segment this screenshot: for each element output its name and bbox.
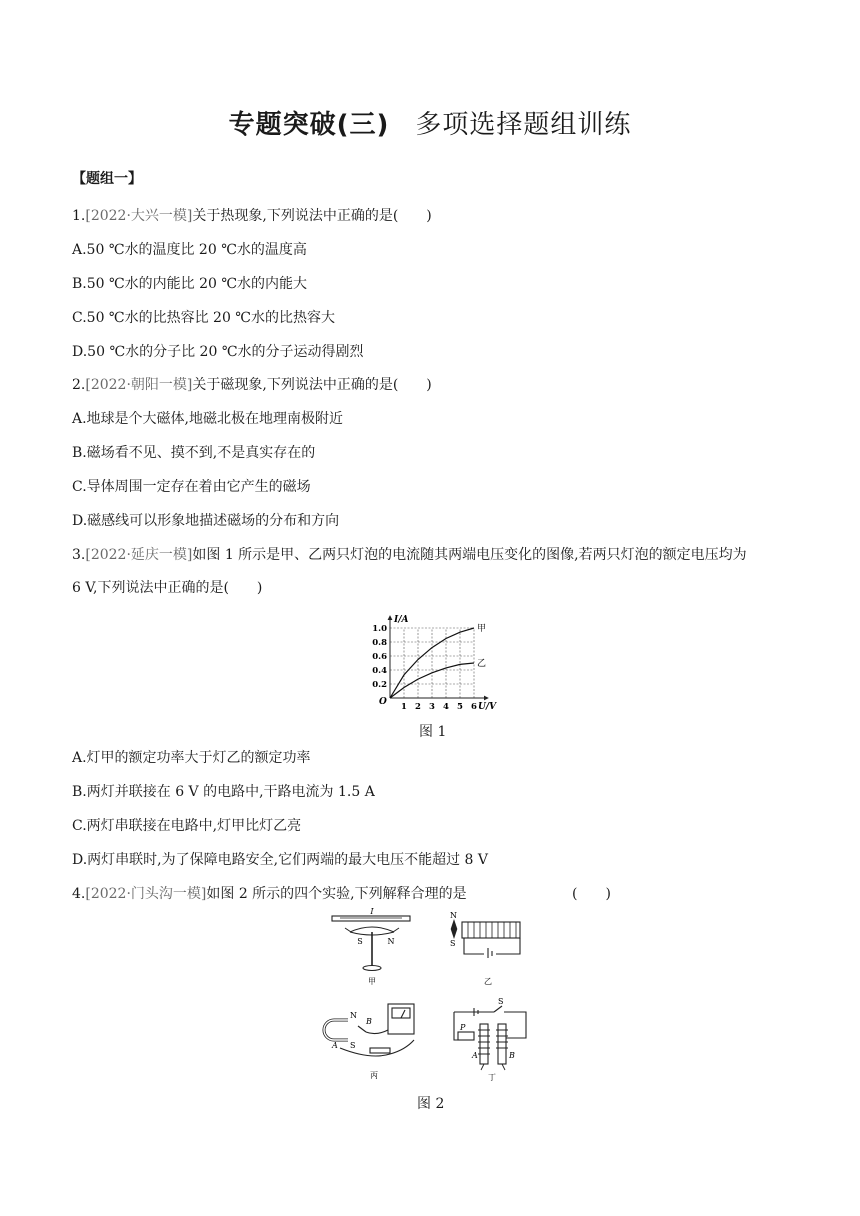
panel-bing-n: N: [350, 1011, 357, 1020]
title-sub: 多项选择题组训练: [415, 110, 632, 140]
x-tick-label-0: 1: [401, 702, 407, 712]
panel-bing-s: S: [350, 1041, 356, 1050]
series-label-1: 乙: [477, 659, 487, 669]
panel-jia-current: I: [370, 908, 374, 916]
q3-option-b: B.两灯并联接在 6 V 的电路中,干路电流为 1.5 A: [72, 784, 375, 800]
q3-option-c: C.两灯串联接在电路中,灯甲比灯乙亮: [72, 818, 302, 834]
q4-stem-text: 如图 2 所示的四个实验,下列解释合理的是: [206, 886, 467, 902]
panel-ding: [454, 1006, 526, 1070]
x-tick-label-5: 6: [471, 702, 477, 712]
chart-grid: [390, 628, 474, 698]
panel-jia-label: 甲: [368, 977, 376, 986]
figure-1-chart: [360, 608, 500, 716]
q4-number: 4.: [72, 886, 86, 902]
panel-jia-s: S: [357, 937, 363, 946]
q3-stem-text: 如图 1 所示是甲、乙两只灯泡的电流随其两端电压变化的图像,若两只灯泡的额定电压均为: [192, 547, 747, 563]
panel-ding-b: B: [509, 1051, 515, 1060]
q2-stem-text: 关于磁现象,下列说法中正确的是( ): [192, 377, 432, 393]
panel-yi-s: S: [450, 939, 456, 948]
panel-jia-n: N: [387, 937, 395, 946]
group-heading: 【题组一】: [72, 171, 142, 187]
q2-option-d: D.磁感线可以形象地描述磁场的分布和方向: [72, 513, 340, 529]
panel-bing-a: A: [332, 1041, 338, 1050]
figure-2-diagram: [320, 908, 540, 1088]
q4-stem: [72, 884, 467, 904]
x-tick-label-3: 4: [443, 702, 449, 712]
q1-option-a: A.50 ℃水的温度比 20 ℃水的温度高: [72, 242, 307, 258]
q1-source: [2022·大兴一模]: [85, 208, 193, 224]
series-label-0: 甲: [477, 624, 487, 634]
q1-option-b: B.50 ℃水的内能比 20 ℃水的内能大: [72, 276, 308, 292]
q3-option-a: A.灯甲的额定功率大于灯乙的额定功率: [72, 750, 311, 766]
q1-stem: [72, 206, 432, 226]
panel-jia: [332, 916, 410, 971]
chart-ticks: [372, 624, 477, 712]
q4-answer-paren: ( ): [572, 886, 611, 902]
panel-ding-a: A: [472, 1051, 478, 1060]
y-tick-label-2: 0.6: [372, 652, 387, 662]
panel-yi: [451, 920, 520, 958]
figure-2-caption: 图 2: [417, 1096, 445, 1112]
origin-label: O: [379, 697, 387, 707]
q2-source: [2022·朝阳一模]: [85, 377, 193, 393]
panel-ding-s: S: [498, 997, 504, 1006]
panel-ding-p: P: [460, 1023, 466, 1032]
q1-option-d: D.50 ℃水的分子比 20 ℃水的分子运动得剧烈: [72, 344, 364, 360]
x-tick-label-2: 3: [429, 702, 435, 712]
y-axis-label: I/A: [394, 615, 409, 625]
x-tick-label-4: 5: [457, 702, 463, 712]
panel-bing-label: 丙: [370, 1071, 378, 1080]
x-axis-label: U/V: [478, 702, 497, 712]
panel-yi-label: 乙: [484, 977, 492, 986]
y-tick-label-4: 1.0: [372, 624, 387, 634]
q2-option-a: A.地球是个大磁体,地磁北极在地理南极附近: [72, 411, 344, 427]
q2-option-c: C.导体周围一定存在着由它产生的磁场: [72, 479, 311, 495]
page-title: [0, 104, 860, 141]
q1-option-c: C.50 ℃水的比热容比 20 ℃水的比热容大: [72, 310, 335, 326]
q4-source: [2022·门头沟一模]: [85, 886, 207, 902]
q2-stem: [72, 375, 432, 395]
q3-stem: [72, 545, 747, 565]
chart-series: [390, 623, 486, 698]
q3-option-d: D.两灯串联时,为了保障电路安全,它们两端的最大电压不能超过 8 V: [72, 852, 488, 868]
q3-source: [2022·延庆一模]: [85, 547, 193, 563]
panel-bing-b: B: [366, 1017, 372, 1026]
y-tick-label-3: 0.8: [372, 638, 387, 648]
q1-stem-text: 关于热现象,下列说法中正确的是( ): [192, 208, 432, 224]
q3-stem-cont: 6 V,下列说法中正确的是( ): [72, 580, 263, 596]
y-tick-label-1: 0.4: [372, 666, 387, 676]
q2-option-b: B.磁场看不见、摸不到,不是真实存在的: [72, 445, 316, 461]
panel-ding-label: 丁: [488, 1073, 496, 1082]
q2-number: 2.: [72, 377, 86, 393]
x-tick-label-1: 2: [415, 702, 421, 712]
y-tick-label-0: 0.2: [372, 680, 387, 690]
figure-1-caption: 图 1: [419, 724, 447, 740]
panel-yi-n: N: [450, 911, 457, 920]
q3-number: 3.: [72, 547, 86, 563]
q1-number: 1.: [72, 208, 86, 224]
title-main: 专题突破(三): [228, 110, 390, 140]
